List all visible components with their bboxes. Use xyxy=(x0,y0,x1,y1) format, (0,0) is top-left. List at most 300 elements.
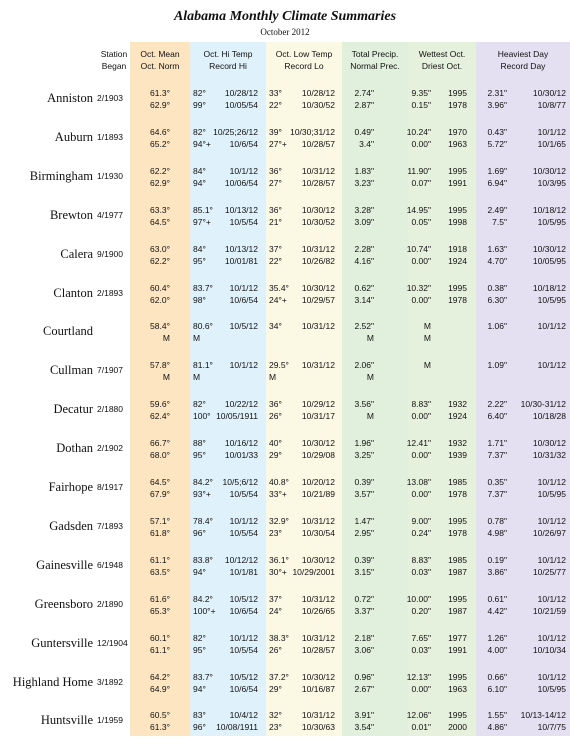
high-date-current: 10/16/12 xyxy=(224,438,258,449)
heaviest-date-record: 10/31/32 xyxy=(532,450,566,461)
wettest-year-record: 1978 xyxy=(448,100,467,110)
low-date-record: 10/28/57 xyxy=(301,644,335,655)
heaviest-value-record: 4.86" xyxy=(487,722,507,733)
high-date-current: 10/1/12 xyxy=(229,282,258,293)
high-date-current: 10/1/12 xyxy=(229,515,258,526)
wettest-value-current: 9.35" xyxy=(411,88,431,98)
heaviest-date-record: 10/5/95 xyxy=(537,294,566,305)
heaviest-date-record: 10/5/95 xyxy=(537,216,566,227)
precip-record: M xyxy=(366,333,374,344)
mean-temp-record: 64.9° xyxy=(150,683,170,694)
high-temp-current: 82° xyxy=(193,399,206,410)
wettest-year-record: 1924 xyxy=(448,255,467,266)
heaviest-date-current: 10/30-31/12 xyxy=(520,399,566,410)
precip-record: 3.06" xyxy=(354,644,374,655)
wettest-value-current: 10.00" xyxy=(406,593,431,604)
mean-temp-record: 68.0° xyxy=(150,450,170,461)
high-temp-current: 84° xyxy=(193,243,206,254)
wettest-year-record: 1978 xyxy=(448,294,467,305)
heaviest-value-record: 4.00" xyxy=(487,644,507,655)
heaviest-value-current: 0.19" xyxy=(487,554,507,565)
wettest-year-current: 1932 xyxy=(448,438,467,449)
wettest-year-record: 1924 xyxy=(448,411,467,422)
heaviest-value-current: 0.66" xyxy=(487,671,507,682)
heaviest-value-current: 1.26" xyxy=(487,632,507,643)
low-temp-current: 36° xyxy=(269,204,282,215)
header-mean: Oct. Mean Oct. Norm xyxy=(140,49,180,71)
high-temp-record: 96° xyxy=(193,722,206,733)
high-temp-current: 83.7° xyxy=(193,671,213,682)
precip-record: 3.25" xyxy=(354,450,374,461)
heaviest-value-record: 5.72" xyxy=(487,138,507,149)
low-temp-current: 37.2° xyxy=(269,671,289,682)
wettest-value-current: 7.65" xyxy=(411,632,431,643)
wettest-year-record: 1991 xyxy=(448,644,467,655)
mean-temp-current: 64.6° xyxy=(150,126,170,137)
low-temp-current: 40.8° xyxy=(269,477,289,487)
wettest-value-record: 0.00" xyxy=(411,683,431,694)
low-temp-current: 38.3° xyxy=(269,632,289,643)
mean-temp-record: 62.0° xyxy=(150,294,170,305)
high-date-record: 10/5/54 xyxy=(229,644,258,655)
station-began: 7/1893 xyxy=(97,520,123,531)
high-date-record: 10/06/54 xyxy=(224,177,258,188)
wettest-value-current: 12.13" xyxy=(406,671,431,682)
wettest-year-current: 1932 xyxy=(448,399,467,410)
high-date-current: 10/5/12 xyxy=(229,593,258,604)
heaviest-value-current: 0.43" xyxy=(487,126,507,137)
high-temp-record: 100° xyxy=(193,411,211,422)
station-began: 2/1880 xyxy=(97,404,123,415)
low-temp-current: 32° xyxy=(269,710,282,721)
wettest-year-record: 2000 xyxy=(448,722,467,733)
station-name: Decatur xyxy=(53,402,93,417)
precip-record: 3.15" xyxy=(354,566,374,577)
high-temp-current: 88° xyxy=(193,438,206,449)
station-began: 3/1892 xyxy=(97,676,123,687)
station-began: 2/1890 xyxy=(97,598,123,609)
low-date-record: 10/28/57 xyxy=(301,138,335,149)
heaviest-value-record: 6.10" xyxy=(487,683,507,694)
wettest-value-record: 0.03" xyxy=(411,566,431,577)
high-temp-current: 84° xyxy=(193,165,206,176)
wettest-value-current: 9.00" xyxy=(411,515,431,526)
low-temp-current: 34° xyxy=(269,321,282,332)
heaviest-date-current: 10/1/12 xyxy=(537,515,566,526)
heaviest-date-current: 10/1/12 xyxy=(537,321,566,332)
header-precip: Total Precip. Normal Prec. xyxy=(350,49,400,71)
mean-temp-current: 60.1° xyxy=(150,632,170,643)
heaviest-value-record: 6.94" xyxy=(487,177,507,188)
heaviest-date-record: 10/18/28 xyxy=(532,411,566,422)
precip-record: 3.57" xyxy=(354,489,374,499)
station-name: Guntersville xyxy=(31,635,93,650)
station-name: Courtland xyxy=(43,324,93,339)
high-date-current: 10/5/12 xyxy=(229,321,258,332)
mean-temp-current: 61.1° xyxy=(150,554,170,565)
low-date-current: 10/30;31/12 xyxy=(290,126,335,137)
low-date-current: 10/31/12 xyxy=(301,632,335,643)
wettest-value-record: 0.05" xyxy=(411,216,431,227)
low-temp-record: 22° xyxy=(269,100,282,110)
low-temp-record: 27° xyxy=(269,177,282,188)
low-temp-record: 33°+ xyxy=(269,489,287,499)
low-date-current: 10/28/12 xyxy=(301,88,335,98)
heaviest-value-record: 7.37" xyxy=(487,450,507,461)
precip-current: 3.56" xyxy=(354,399,374,410)
high-date-current: 10/13/12 xyxy=(224,204,258,215)
wettest-value-current: 8.83" xyxy=(411,554,431,565)
wettest-year-current: 1977 xyxy=(448,632,467,643)
heaviest-value-current: 1.09" xyxy=(487,360,507,371)
high-date-current: 10/12/12 xyxy=(224,554,258,565)
heaviest-date-current: 10/13-14/12 xyxy=(520,710,566,721)
precip-record: 2.67" xyxy=(354,683,374,694)
mean-temp-current: 66.7° xyxy=(150,438,170,449)
low-date-record: 10/21/89 xyxy=(301,489,335,499)
wettest-value-record: 0.00" xyxy=(411,450,431,461)
wettest-value-record: 0.07" xyxy=(411,177,431,188)
high-date-record: 10/08/1911 xyxy=(216,722,258,733)
precip-current: 0.72" xyxy=(354,593,374,604)
header-wettest: Wettest Oct. Driest Oct. xyxy=(418,49,466,71)
mean-temp-record: 62.4° xyxy=(150,411,170,422)
station-name: Highland Home xyxy=(12,674,93,689)
low-temp-record: 26° xyxy=(269,644,282,655)
high-temp-record: 93°+ xyxy=(193,489,211,499)
heaviest-date-current: 10/30/12 xyxy=(532,88,566,98)
wettest-year-current: 1995 xyxy=(448,593,467,604)
mean-temp-record: 62.9° xyxy=(150,100,170,110)
mean-temp-current: 57.1° xyxy=(150,515,170,526)
wettest-value-record: 0.01" xyxy=(411,722,431,733)
page-subtitle: October 2012 xyxy=(260,27,310,37)
low-date-record: 10/16/87 xyxy=(301,683,335,694)
heaviest-date-record: 10/7/75 xyxy=(537,722,566,733)
wettest-year-record: 1978 xyxy=(448,527,467,538)
heaviest-value-current: 0.78" xyxy=(487,515,507,526)
high-date-record: 10/6/54 xyxy=(229,605,258,616)
mean-temp-current: 62.2° xyxy=(150,165,170,176)
low-date-current: 10/30/12 xyxy=(301,554,335,565)
low-date-record: 10/26/82 xyxy=(301,255,335,266)
wettest-year-current: 1995 xyxy=(448,165,467,176)
precip-record: 3.09" xyxy=(354,216,374,227)
wettest-value-record: 0.00" xyxy=(411,489,431,499)
low-date-current: 10/30/12 xyxy=(301,671,335,682)
low-temp-record: 30°+ xyxy=(269,566,287,577)
high-date-current: 10/1/12 xyxy=(229,632,258,643)
mean-temp-current: 57.8° xyxy=(150,360,170,371)
low-temp-record: 23° xyxy=(269,722,282,733)
wettest-year-record: 1963 xyxy=(448,683,467,694)
precip-current: 1.96" xyxy=(354,438,374,449)
precip-current: 2.28" xyxy=(354,243,374,254)
station-name: Birmingham xyxy=(29,168,93,183)
wettest-value-current: 10.32" xyxy=(406,282,431,293)
high-temp-current: 83° xyxy=(193,710,206,721)
station-began: 12/1904 xyxy=(97,637,128,648)
wettest-year-record: 1978 xyxy=(448,489,467,499)
high-temp-record: 95° xyxy=(193,450,206,461)
low-date-current: 10/31/12 xyxy=(301,360,335,371)
low-date-record: 10/29/08 xyxy=(301,450,335,461)
precip-current: 0.39" xyxy=(354,554,374,565)
mean-temp-current: 60.5° xyxy=(150,710,170,721)
header-heaviest: Heaviest Day Record Day xyxy=(497,49,549,71)
low-temp-record: M xyxy=(269,372,277,383)
wettest-year-current: 1995 xyxy=(448,515,467,526)
wettest-value-record: 0.20" xyxy=(411,605,431,616)
heaviest-date-record: 10/8/77 xyxy=(537,100,566,110)
high-temp-current: 78.4° xyxy=(193,515,213,526)
heaviest-date-record: 10/3/95 xyxy=(537,177,566,188)
high-date-record: 10/6/54 xyxy=(229,294,258,305)
station-began: 4/1977 xyxy=(97,209,123,220)
high-date-current: 10/22/12 xyxy=(224,399,258,410)
heaviest-value-record: 6.40" xyxy=(487,411,507,422)
wettest-value-current: 12.06" xyxy=(406,710,431,721)
low-date-current: 10/31/12 xyxy=(301,593,335,604)
low-temp-current: 32.9° xyxy=(269,515,289,526)
heaviest-value-record: 4.42" xyxy=(487,605,507,616)
wettest-year-current: 1970 xyxy=(448,126,467,137)
heaviest-date-current: 10/30/12 xyxy=(532,243,566,254)
mean-temp-current: 58.4° xyxy=(150,321,170,332)
heaviest-date-current: 10/1/12 xyxy=(537,671,566,682)
high-date-record: 10/6/54 xyxy=(229,683,258,694)
heaviest-date-record: 10/5/95 xyxy=(537,683,566,694)
wettest-value-record: M xyxy=(423,333,431,344)
wettest-value-current: 13.08" xyxy=(406,477,431,487)
low-temp-current: 39° xyxy=(269,126,282,137)
station-name: Cullman xyxy=(49,363,93,378)
mean-temp-record: 63.5° xyxy=(150,566,170,577)
low-temp-record: 24°+ xyxy=(269,294,287,305)
low-temp-record: 26° xyxy=(269,411,282,422)
wettest-year-current: 1995 xyxy=(448,710,467,721)
high-temp-current: 80.6° xyxy=(193,321,213,332)
station-name: Anniston xyxy=(47,91,93,105)
high-date-current: 10/1/12 xyxy=(229,360,258,371)
heaviest-value-current: 1.06" xyxy=(487,321,507,332)
heaviest-value-current: 0.38" xyxy=(487,282,507,293)
precip-record: M xyxy=(366,411,374,422)
wettest-year-record: 1991 xyxy=(448,177,467,188)
page-title: Alabama Monthly Climate Summaries xyxy=(173,9,397,24)
low-date-record: 10/29/2001 xyxy=(292,566,335,577)
heaviest-date-current: 10/1/12 xyxy=(537,477,566,487)
wettest-value-record: 0.00" xyxy=(411,294,431,305)
wettest-year-current: 1995 xyxy=(448,88,467,98)
heaviest-value-current: 1.55" xyxy=(487,710,507,721)
heaviest-date-current: 10/1/12 xyxy=(537,126,566,137)
wettest-value-current: 12.41" xyxy=(406,438,431,449)
heaviest-date-record: 10/25/77 xyxy=(532,566,566,577)
header-lo: Oct. Low Temp Record Lo xyxy=(275,49,333,71)
precip-record: 3.23" xyxy=(354,177,374,188)
heaviest-value-current: 1.71" xyxy=(487,438,507,449)
mean-temp-current: 63.3° xyxy=(150,204,170,215)
high-temp-record: 94°+ xyxy=(193,138,211,149)
heaviest-value-current: 2.22" xyxy=(487,399,507,410)
high-temp-current: 84.2° xyxy=(193,593,213,604)
precip-current: 2.06" xyxy=(354,360,374,371)
mean-temp-current: 63.0° xyxy=(150,243,170,254)
station-began: 7/1907 xyxy=(97,365,123,376)
mean-temp-current: 61.3° xyxy=(150,88,170,98)
low-date-record: 10/30/63 xyxy=(301,722,335,733)
mean-temp-current: 61.6° xyxy=(150,593,170,604)
high-date-record: 10/1/81 xyxy=(229,566,258,577)
high-temp-current: 84.2° xyxy=(193,477,213,487)
wettest-year-current: 1995 xyxy=(448,671,467,682)
wettest-value-record: 0.00" xyxy=(411,138,431,149)
mean-temp-record: M xyxy=(162,333,170,344)
low-temp-record: 23° xyxy=(269,527,282,538)
precip-record: 2.95" xyxy=(354,527,374,538)
high-temp-current: 82° xyxy=(193,88,206,98)
low-date-current: 10/31/12 xyxy=(301,165,335,176)
high-temp-record: 95° xyxy=(193,255,206,266)
heaviest-date-current: 10/18/12 xyxy=(532,204,566,215)
station-began: 2/1893 xyxy=(97,287,123,298)
mean-temp-record: 67.9° xyxy=(150,489,170,499)
heaviest-value-record: 7.37" xyxy=(487,489,507,499)
low-temp-current: 37° xyxy=(269,593,282,604)
mean-temp-record: 61.1° xyxy=(150,644,170,655)
low-temp-current: 37° xyxy=(269,243,282,254)
precip-record: 2.87" xyxy=(354,100,374,110)
mean-temp-record: 61.3° xyxy=(150,722,170,733)
low-date-current: 10/29/12 xyxy=(301,399,335,410)
high-date-current: 10/25;26/12 xyxy=(213,126,258,137)
heaviest-date-record: 10/21/59 xyxy=(532,605,566,616)
mean-temp-record: 62.2° xyxy=(150,255,170,266)
high-date-record: 10/5/54 xyxy=(229,216,258,227)
low-temp-current: 35.4° xyxy=(269,282,289,293)
wettest-value-current: 10.74" xyxy=(406,243,431,254)
low-date-record: 10/30/52 xyxy=(301,216,335,227)
wettest-value-record: 0.15" xyxy=(411,100,431,110)
wettest-year-current: 1985 xyxy=(448,477,467,487)
station-name: Dothan xyxy=(56,441,93,456)
mean-temp-current: 64.5° xyxy=(150,477,170,487)
low-date-record: 10/30/54 xyxy=(301,527,335,538)
station-began: 2/1902 xyxy=(97,443,123,454)
heaviest-date-record: 10/10/34 xyxy=(532,644,566,655)
wettest-year-record: 1987 xyxy=(448,566,467,577)
low-date-record: 10/29/57 xyxy=(301,294,335,305)
station-name: Auburn xyxy=(54,129,93,144)
wettest-year-current: 1985 xyxy=(448,554,467,565)
station-began: 1/1893 xyxy=(97,131,123,142)
mean-temp-current: 60.4° xyxy=(150,282,170,293)
station-name: Brewton xyxy=(49,207,93,222)
station-name: Calera xyxy=(60,246,93,261)
wettest-year-current: 1995 xyxy=(448,282,467,293)
wettest-value-record: 0.00" xyxy=(411,411,431,422)
high-temp-current: 82° xyxy=(193,126,206,137)
high-date-record: 10/5/54 xyxy=(229,527,258,538)
heaviest-value-record: 6.30" xyxy=(487,294,507,305)
high-temp-record: 96° xyxy=(193,527,206,538)
wettest-year-record: 1939 xyxy=(448,450,467,461)
high-date-current: 10/5;6/12 xyxy=(222,477,258,487)
station-name: Fairhope xyxy=(48,480,93,494)
heaviest-value-record: 7.5" xyxy=(492,216,507,227)
wettest-year-record: 1998 xyxy=(448,216,467,227)
heaviest-date-current: 10/1/12 xyxy=(537,554,566,565)
mean-temp-current: 64.2° xyxy=(150,671,170,682)
mean-temp-record: 65.3° xyxy=(150,605,170,616)
station-name: Greensboro xyxy=(34,596,93,611)
heaviest-value-current: 1.63" xyxy=(487,243,507,254)
mean-temp-current: 59.6° xyxy=(150,399,170,410)
low-date-current: 10/31/12 xyxy=(301,710,335,721)
high-date-record: 10/05/1911 xyxy=(216,411,258,422)
high-temp-current: 82° xyxy=(193,632,206,643)
wettest-value-record: 0.24" xyxy=(411,527,431,538)
high-date-current: 10/28/12 xyxy=(224,88,258,98)
precip-current: 0.49" xyxy=(354,126,374,137)
heaviest-date-record: 10/1/65 xyxy=(537,138,566,149)
high-date-record: 10/01/81 xyxy=(224,255,258,266)
heaviest-date-current: 10/30/12 xyxy=(532,165,566,176)
station-name: Huntsville xyxy=(40,713,93,728)
heaviest-date-current: 10/1/12 xyxy=(537,593,566,604)
wettest-value-current: 14.95" xyxy=(406,204,431,215)
heaviest-date-record: 10/05/95 xyxy=(532,255,566,266)
precip-record: M xyxy=(366,372,374,383)
low-date-record: 10/30/52 xyxy=(301,100,335,110)
high-temp-record: M xyxy=(193,372,201,383)
heaviest-value-record: 4.70" xyxy=(487,255,507,266)
wettest-value-record: 0.03" xyxy=(411,644,431,655)
wettest-value-record: 0.00" xyxy=(411,255,431,266)
high-temp-current: 85.1° xyxy=(193,204,213,215)
wettest-value-current: M xyxy=(423,321,431,332)
precip-current: 2.74" xyxy=(354,88,374,98)
high-temp-record: 99° xyxy=(193,100,206,110)
station-began: 9/1900 xyxy=(97,248,123,259)
header-hi: Oct. Hi Temp Record Hi xyxy=(203,49,253,71)
high-date-record: 10/6/54 xyxy=(229,138,258,149)
high-temp-record: M xyxy=(193,333,201,344)
precip-record: 3.4" xyxy=(359,138,374,149)
station-name: Gadsden xyxy=(49,518,93,533)
low-date-current: 10/30/12 xyxy=(301,282,335,293)
station-began: 1/1959 xyxy=(97,715,123,726)
mean-temp-record: 64.5° xyxy=(150,216,170,227)
low-temp-current: 36° xyxy=(269,165,282,176)
wettest-year-current: 1995 xyxy=(448,204,467,215)
wettest-value-current: M xyxy=(423,360,431,371)
mean-temp-record: M xyxy=(162,372,170,383)
high-date-record: 10/05/54 xyxy=(224,100,258,110)
precip-current: 0.62" xyxy=(354,282,374,293)
wettest-year-record: 1987 xyxy=(448,605,467,616)
precip-current: 0.96" xyxy=(354,671,374,682)
precip-record: 3.14" xyxy=(354,294,374,305)
low-date-record: 10/31/17 xyxy=(301,411,335,422)
heaviest-date-current: 10/18/12 xyxy=(532,282,566,293)
high-temp-record: 100°+ xyxy=(193,605,216,616)
low-date-current: 10/30/12 xyxy=(301,438,335,449)
heaviest-date-current: 10/1/12 xyxy=(537,632,566,643)
precip-current: 3.28" xyxy=(354,204,374,215)
precip-record: 3.37" xyxy=(354,605,374,616)
